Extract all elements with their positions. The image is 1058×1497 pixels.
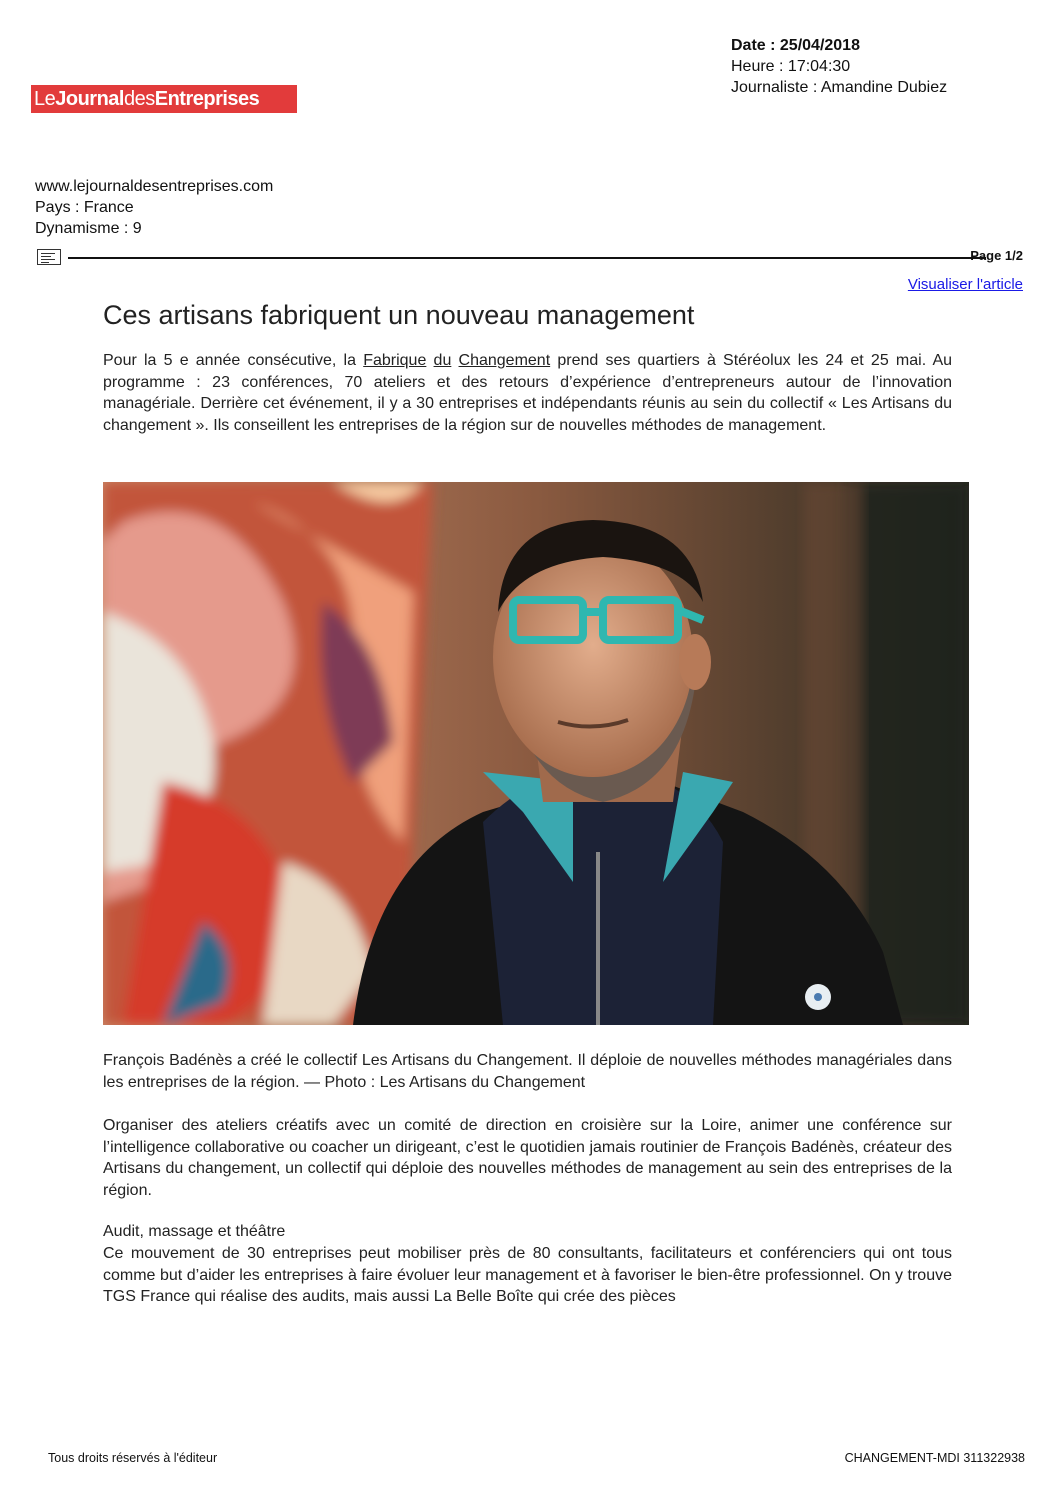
document-icon [37, 249, 61, 265]
country-label: Pays : France [35, 199, 134, 216]
article-photo [103, 482, 969, 1025]
divider [68, 257, 986, 259]
changement-link[interactable]: Changement [458, 352, 551, 369]
article-title: Ces artisans fabriquent un nouveau management [103, 300, 695, 330]
copyright-notice: Tous droits réservés à l'éditeur [48, 1451, 218, 1465]
article-meta [731, 35, 947, 98]
page-number: Page 1/2 [970, 248, 1023, 263]
du-link[interactable]: du [433, 352, 452, 369]
dynamism-label: Dynamisme : 9 [35, 220, 142, 237]
page-header-rule [35, 247, 1025, 269]
view-article-link[interactable]: Visualiser l'article [907, 276, 1023, 293]
article-body-2: Ce mouvement de 30 entreprises peut mobiliser près de 80 consultants, facilitateurs et conférenciers qui ont tous comme but d’aider les entreprises à faire évoluer leur management et à favoriser le bien-être professionnel. On y trouve TGS France qui réalise des audits, mais aussi La Belle Boîte qui crée des pièces [103, 1245, 952, 1305]
publication-logo: Le Journal des Entreprises [31, 85, 297, 113]
photo-caption: François Badénès a créé le collectif Les Artisans du Changement. Il déploie de nouvelles méthodes managériales dans les entreprises de la région. — Photo : Les Artisans du Changement [103, 1052, 952, 1091]
section-subheading: Audit, massage et théâtre [103, 1223, 286, 1240]
fabrique-link[interactable]: Fabrique [363, 352, 427, 369]
journalist-label: Journaliste : Amandine Dubiez [731, 79, 948, 96]
time-label: Heure : 17:04:30 [731, 58, 851, 75]
source-info [35, 176, 273, 239]
article-intro: Pour la 5 e année consécutive, la Fabrique du Changement prend ses quartiers à Stéréolux les 24 et 25 mai. Au programme : 23 conférences, 70 ateliers et des retours d’expérience d’entrepreneurs autour de l’innovation managériale. Derrière cet événement, il y a 30 entreprises et indépendants réunis au sein du collectif « Les Artisans du changement ». Ils conseillent les entreprises de la région sur de nouvelles méthodes de management. [103, 352, 953, 434]
document-reference: CHANGEMENT-MDI 311322938 [844, 1451, 1025, 1465]
date-label: Date : 25/04/2018 [731, 37, 860, 54]
website-label: www.lejournaldesentreprises.com [35, 178, 274, 195]
article-body-1: Organiser des ateliers créatifs avec un comité de direction en croisière sur la Loire, animer une conférence sur l’intelligence collaborative ou coacher un dirigeant, c’est le quotidien jamais routinier de François Badénès, créateur des Artisans du changement, un collectif qui déploie des nouvelles méthodes de management au sein des entreprises de la région. [103, 1117, 952, 1199]
